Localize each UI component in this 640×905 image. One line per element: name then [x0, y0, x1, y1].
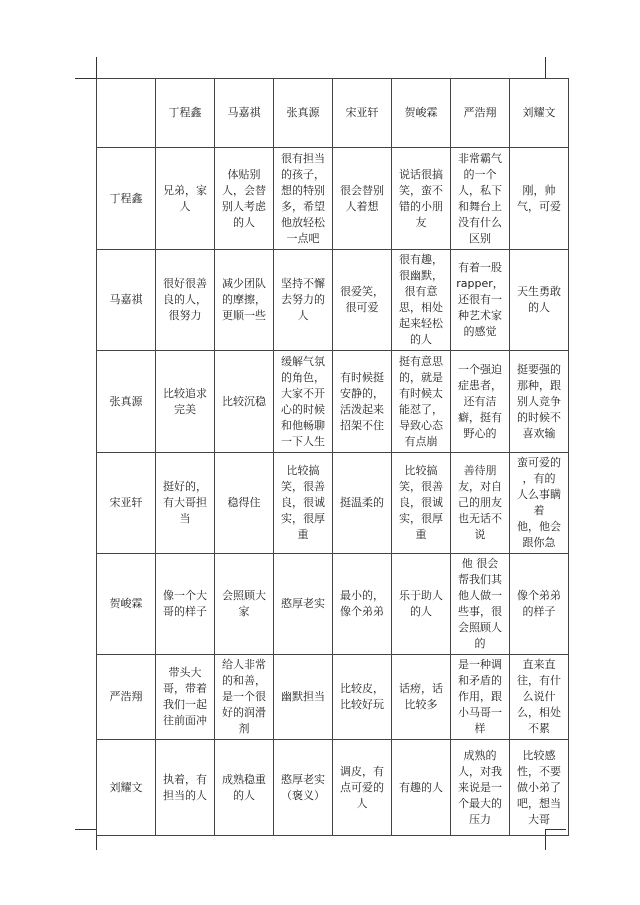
- crop-mark-top-right-v: [545, 57, 546, 78]
- table-cell: 蛮可爱的 ，有的 人么事瞒着 他，他会 跟你急: [510, 453, 569, 554]
- crop-mark-top-left-h: [75, 78, 96, 79]
- table-cell: 最小的， 像个弟弟: [333, 554, 392, 655]
- table-cell: 挺有意思 的，就是 有时候太 能怼了， 导致心态 有点崩: [392, 351, 451, 453]
- table-row: [97, 554, 569, 655]
- table-cell: 像一个大 哥的样子: [156, 554, 215, 655]
- table-cell: 兄弟，家 人: [156, 148, 215, 250]
- column-header: 丁程鑫: [156, 79, 215, 148]
- table-cell: 比较沉稳: [215, 351, 274, 453]
- table-cell: 挺好的， 有大哥担 当: [156, 453, 215, 554]
- crop-mark-top-left-v: [96, 57, 97, 78]
- row-header: 宋亚轩: [97, 453, 156, 554]
- table-cell: 比较感 性，不要 做小弟了 吧，想当 大哥: [510, 740, 569, 836]
- table-row: [97, 740, 569, 836]
- table-cell: 成熟的 人，对我 来说是一 个最大的 压力: [451, 740, 510, 836]
- table-row: [97, 148, 569, 250]
- table-cell: 成熟稳重 的人: [215, 740, 274, 836]
- impression-table: [96, 78, 569, 836]
- table-cell: 非常霸气 的一个 人，私下 和舞台上 没有什么 区别: [451, 148, 510, 250]
- table-cell: 比较搞 笑，很善 良，很诚 实，很厚 重: [274, 453, 333, 554]
- table-row: [97, 655, 569, 740]
- table-cell: 很好很善 良的人， 很努力: [156, 250, 215, 351]
- table-cell: 带头大 哥，带着 我们一起 往前面冲: [156, 655, 215, 740]
- table-cell: 给人非常 的和善， 是一个很 好的润滑 剂: [215, 655, 274, 740]
- table-cell: 话痨，话 比较多: [392, 655, 451, 740]
- table-cell: 会照顾大 家: [215, 554, 274, 655]
- table-row: [97, 250, 569, 351]
- table-cell: 很会替别 人着想: [333, 148, 392, 250]
- table-cell: 很爱笑， 很可爱: [333, 250, 392, 351]
- table-cell: 减少团队 的摩擦， 更顺一些: [215, 250, 274, 351]
- table-cell: 比较皮， 比较好玩: [333, 655, 392, 740]
- table-cell: 有时候挺 安静的， 活泼起来 招架不住: [333, 351, 392, 453]
- header-row: [97, 79, 569, 148]
- column-header: 贺峻霖: [392, 79, 451, 148]
- table-cell: 调皮，有 点可爱的 人: [333, 740, 392, 836]
- row-header: 马嘉祺: [97, 250, 156, 351]
- table-cell: 执着，有 担当的人: [156, 740, 215, 836]
- crop-mark-bottom-left-h: [75, 829, 96, 830]
- table-cell: 挺要强的 那种，跟 别人竞争 的时候不 喜欢输: [510, 351, 569, 453]
- column-header: 宋亚轩: [333, 79, 392, 148]
- table-cell: 缓解气氛 的角色， 大家不开 心的时候 和他畅聊 一下人生: [274, 351, 333, 453]
- row-header: 张真源: [97, 351, 156, 453]
- table-cell: 有着一股 rapper， 还很有一 种艺术家 的感觉: [451, 250, 510, 351]
- table-row: [97, 453, 569, 554]
- table-cell: 稳得住: [215, 453, 274, 554]
- column-header: 刘耀文: [510, 79, 569, 148]
- table-cell: 直来直 往，有什 么说什 么，相处 不累: [510, 655, 569, 740]
- table-cell: 说话很搞 笑，蛮不 错的小朋 友: [392, 148, 451, 250]
- table-cell: 坚持不懈 去努力的 人: [274, 250, 333, 351]
- row-header: 贺峻霖: [97, 554, 156, 655]
- table-cell: 一个强迫 症患者， 还有洁 癖，挺有 野心的: [451, 351, 510, 453]
- table-cell: 体贴别 人，会替 别人考虑 的人: [215, 148, 274, 250]
- table-cell: 是一种调 和矛盾的 作用，跟 小马哥一 样: [451, 655, 510, 740]
- table-cell: 挺温柔的: [333, 453, 392, 554]
- table-cell: 善待朋 友，对自 己的朋友 也无话不 说: [451, 453, 510, 554]
- table-cell: 憨厚老实 （褒义）: [274, 740, 333, 836]
- table-cell: 很有担当 的孩子， 想的特别 多，希望 他放轻松 一点吧: [274, 148, 333, 250]
- table-cell: 他 很会 帮我们其 他人做一 些事，很 会照顾人 的: [451, 554, 510, 655]
- column-header: 张真源: [274, 79, 333, 148]
- column-header: 严浩翔: [451, 79, 510, 148]
- column-header: 马嘉祺: [215, 79, 274, 148]
- table-cell: 刚，帅 气，可爱: [510, 148, 569, 250]
- table-cell: 很有趣， 很幽默， 很有意 思，相处 起来轻松 的人: [392, 250, 451, 351]
- table-cell: 憨厚老实: [274, 554, 333, 655]
- table-cell: 像个弟弟 的样子: [510, 554, 569, 655]
- row-header: 丁程鑫: [97, 148, 156, 250]
- row-header: 刘耀文: [97, 740, 156, 836]
- table-cell: 有趣的人: [392, 740, 451, 836]
- table-cell: 乐于助人 的人: [392, 554, 451, 655]
- table-cell: 天生勇敢 的人: [510, 250, 569, 351]
- table-row: [97, 351, 569, 453]
- row-header: 严浩翔: [97, 655, 156, 740]
- table-cell: 比较追求 完美: [156, 351, 215, 453]
- corner-cell: [97, 79, 156, 148]
- table-cell: 幽默担当: [274, 655, 333, 740]
- table-cell: 比较搞 笑，很善 良，很诚 实，很厚 重: [392, 453, 451, 554]
